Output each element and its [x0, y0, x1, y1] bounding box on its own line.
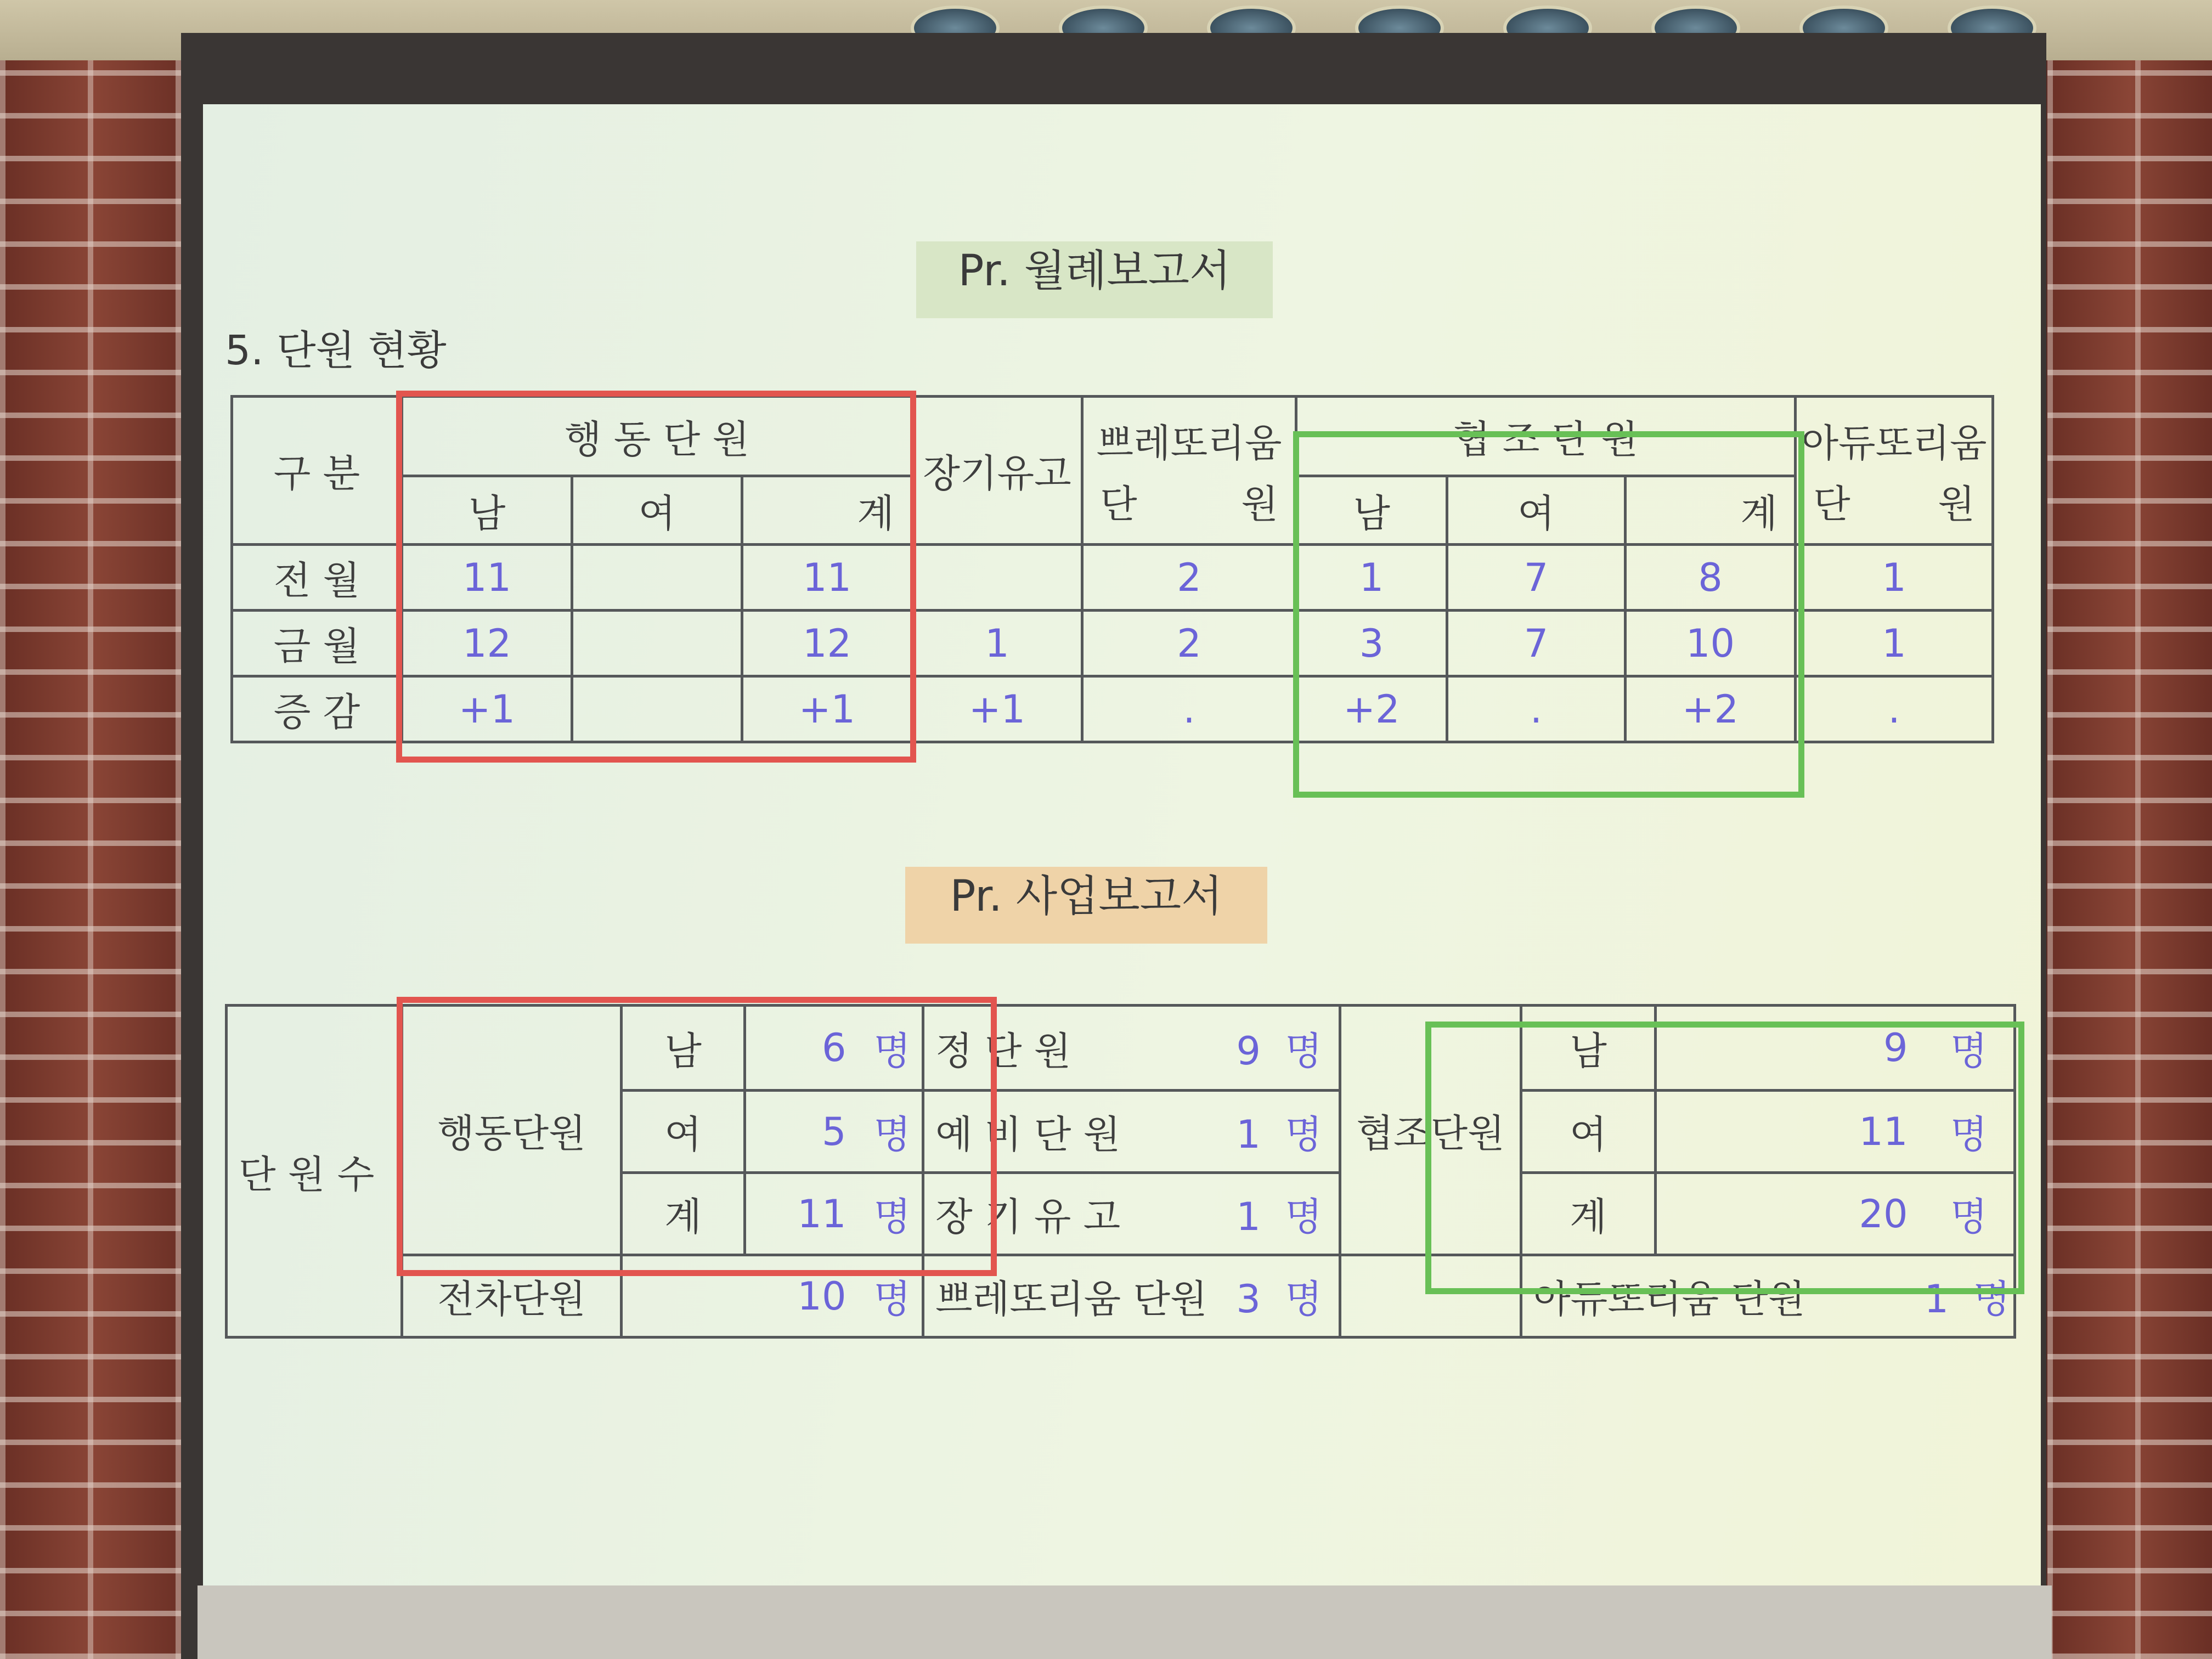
unit-label: 명: [863, 1173, 923, 1255]
business-report-title: Pr. 사업보고서: [905, 867, 1267, 944]
empty-cell: [1340, 1255, 1521, 1338]
cell-aux-total: 10: [1626, 611, 1796, 676]
cell-active-male: +1: [402, 676, 572, 742]
auxiliary-members-label: 협조단원: [1340, 1006, 1521, 1255]
cell-active-female: [572, 611, 742, 676]
header-active-members: 행 동 단 원: [402, 397, 912, 476]
unit-label: 명: [863, 1091, 923, 1173]
middle-value: 9: [1236, 1028, 1261, 1074]
active-members-label: 행동단원: [402, 1006, 622, 1255]
middle-value: 1: [1236, 1194, 1261, 1239]
unit-label: 명: [863, 1006, 923, 1091]
preshidium-members-label: 쁘레또리움 단원: [923, 1255, 1231, 1338]
monthly-status-table: [230, 395, 1994, 743]
header-category: 구 분: [232, 397, 402, 545]
preshidium-members-value: 3: [1236, 1277, 1261, 1322]
aux-value: 20: [1656, 1173, 1925, 1255]
aux-value: 11: [1656, 1091, 1925, 1173]
brick-wall-right: [2047, 0, 2212, 1659]
table-row: [232, 545, 1993, 611]
active-label: 계: [622, 1173, 745, 1255]
cell-aux-total: +2: [1626, 676, 1796, 742]
cell-aux-female: 7: [1447, 545, 1626, 611]
cell-aux-male: 1: [1296, 545, 1447, 611]
active-value: 5: [745, 1091, 863, 1173]
unit-label: 명: [1285, 1194, 1322, 1239]
active-value: 11: [745, 1173, 863, 1255]
previous-members-value: 10: [622, 1255, 863, 1338]
unit-label: 명: [1925, 1173, 2015, 1255]
monthly-report-title: Pr. 월례보고서: [916, 241, 1273, 318]
aux-label: 계: [1521, 1173, 1656, 1255]
row-label: 증 감: [232, 676, 402, 742]
cell-aux-male: 3: [1296, 611, 1447, 676]
header-long-term-absence: 장기유고: [912, 397, 1082, 545]
header-preshidium: [1082, 397, 1296, 545]
section-heading: 5. 단원 현황: [225, 327, 447, 374]
brick-wall-left: [0, 0, 187, 1659]
preshidium-value-unit: [1231, 1255, 1340, 1338]
row-label: 전 월: [232, 545, 402, 611]
unit-label: 명: [1973, 1277, 2011, 1322]
cell-aux-male: +2: [1296, 676, 1447, 742]
member-count-label: 단 원 수: [227, 1006, 402, 1338]
unit-label: 명: [863, 1255, 923, 1338]
cell-preshidium: .: [1082, 676, 1296, 742]
header-adjutorium-line2a: 단: [1813, 481, 1850, 527]
cell-active-male: 12: [402, 611, 572, 676]
unit-label: 명: [1925, 1006, 2015, 1091]
cell-adjutorium: .: [1796, 676, 1993, 742]
middle-value-unit: [1231, 1173, 1340, 1255]
header-active-total: 계: [742, 476, 912, 545]
cell-long-term: +1: [912, 676, 1082, 742]
cell-active-total: 11: [742, 545, 912, 611]
active-label: 여: [622, 1091, 745, 1173]
cell-active-female: [572, 676, 742, 742]
row-label: 금 월: [232, 611, 402, 676]
header-auxiliary-members: 협 조 단 원: [1296, 397, 1796, 476]
table-row: [232, 676, 1993, 742]
cell-long-term: [912, 545, 1082, 611]
unit-label: 명: [1925, 1091, 2015, 1173]
header-adjutorium-line2b: 원: [1938, 481, 1975, 527]
cell-active-female: [572, 545, 742, 611]
cell-active-total: +1: [742, 676, 912, 742]
header-active-male: 남: [402, 476, 572, 545]
table-row: [232, 611, 1993, 676]
middle-label: 정 단 원: [923, 1006, 1231, 1091]
cell-adjutorium: 1: [1796, 545, 1993, 611]
screen-bottom-bar: [198, 1585, 2052, 1659]
header-preshidium-line1: 쁘레또리움: [1096, 420, 1282, 466]
unit-label: 명: [1285, 1112, 1322, 1157]
business-status-table: [225, 1004, 2016, 1339]
unit-label: 명: [1285, 1028, 1322, 1074]
header-adjutorium-line1: 아듀또리움: [1801, 420, 1987, 466]
middle-value: 1: [1236, 1112, 1261, 1157]
header-aux-male: 남: [1296, 476, 1447, 545]
cell-preshidium: 2: [1082, 545, 1296, 611]
adjutorium-value-unit: [1925, 1255, 2015, 1338]
header-aux-female: 여: [1447, 476, 1626, 545]
cell-adjutorium: 1: [1796, 611, 1993, 676]
aux-label: 여: [1521, 1091, 1656, 1173]
header-adjutorium: [1796, 397, 1993, 545]
header-preshidium-line2b: 원: [1241, 481, 1278, 527]
cell-preshidium: 2: [1082, 611, 1296, 676]
adjutorium-members-value: 1: [1924, 1277, 1949, 1322]
active-label: 남: [622, 1006, 745, 1091]
middle-value-unit: [1231, 1006, 1340, 1091]
cell-aux-female: .: [1447, 676, 1626, 742]
cell-aux-total: 8: [1626, 545, 1796, 611]
middle-value-unit: [1231, 1091, 1340, 1173]
header-active-female: 여: [572, 476, 742, 545]
middle-label: 예 비 단 원: [923, 1091, 1231, 1173]
unit-label: 명: [1285, 1277, 1322, 1322]
middle-label: 장 기 유 고: [923, 1173, 1231, 1255]
cell-active-total: 12: [742, 611, 912, 676]
active-value: 6: [745, 1006, 863, 1091]
cell-aux-female: 7: [1447, 611, 1626, 676]
projected-slide: [203, 104, 2041, 1585]
cell-active-male: 11: [402, 545, 572, 611]
header-aux-total: 계: [1626, 476, 1796, 545]
header-preshidium-line2a: 단: [1100, 481, 1137, 527]
aux-value: 9: [1656, 1006, 1925, 1091]
aux-label: 남: [1521, 1006, 1656, 1091]
previous-members-label: 전차단원: [402, 1255, 622, 1338]
adjutorium-members-label: 아듀또리움 단원: [1521, 1255, 1925, 1338]
cell-long-term: 1: [912, 611, 1082, 676]
